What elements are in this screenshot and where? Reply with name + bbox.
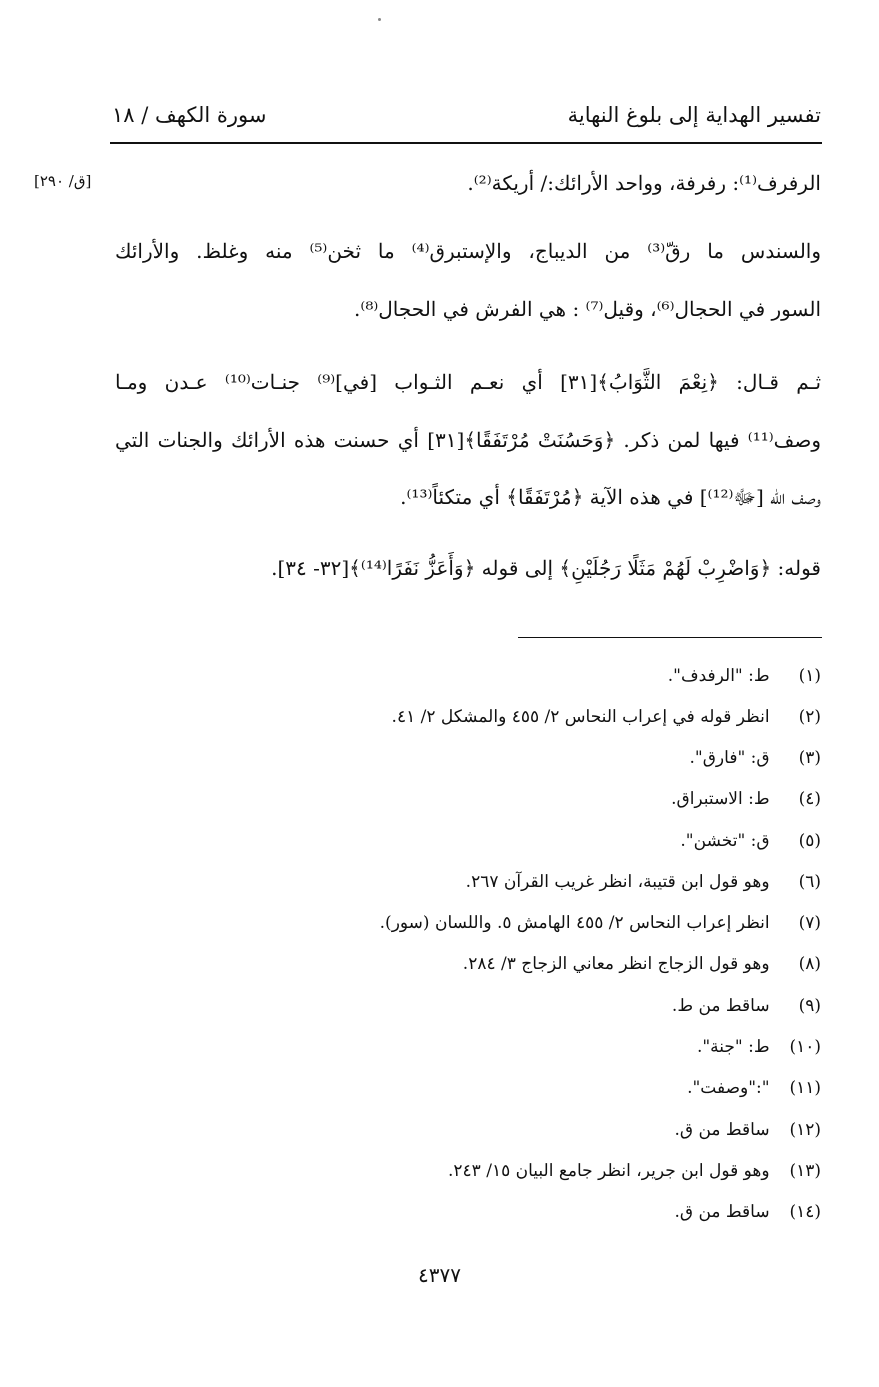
- footnote-number: (١٠): [789, 1037, 821, 1057]
- footnote-number: (٢): [798, 707, 821, 727]
- body-line-2: والسندس ما رقّ⁽³⁾ من الديباج، والإستبرق⁽⁴⁾ ما ثخن⁽⁵⁾ منه وغلظ. والأرائك: [115, 239, 822, 263]
- footnote-number: (٨): [798, 954, 821, 974]
- footnote-text: ق: "تخشن".: [680, 831, 770, 851]
- footnote-text: ساقط من ط.: [671, 996, 770, 1016]
- footnote-text: ط: الاستبراق.: [671, 789, 770, 809]
- footnote-number: (٧): [798, 913, 821, 933]
- footnote: [466, 869, 821, 895]
- footnote-number: (١٢): [789, 1120, 821, 1140]
- body-line-1: الرفرف⁽¹⁾: رفرفة، وواحد الأرائك:/ أريكة⁽²⁾.: [467, 171, 821, 195]
- footnote-text: وهو قول ابن قتيبة، انظر غريب القرآن ٢٦٧.: [465, 872, 770, 892]
- footnote: [687, 1075, 821, 1101]
- footnote-text: ساقط من ق.: [674, 1120, 770, 1140]
- footnote: [463, 951, 821, 977]
- footnote-text: انظر قوله في إعراب النحاس ٢/ ٤٥٥ والمشكل ٢/ ٤١.: [391, 707, 770, 727]
- footnote: [668, 663, 821, 689]
- footnote-text: ":"وصفت".: [687, 1078, 770, 1098]
- footnote: [697, 1034, 821, 1060]
- footnote-text: ساقط من ق.: [674, 1202, 770, 1222]
- body-line-7: قوله: ﴿وَاضْرِبْ لَهُمْ مَثَلًا رَجُلَيْنِ﴾ إلى قوله ﴿وَأَعَزُّ نَفَرًا⁽¹⁴⁾﴾[٣٢- ٣٤].: [271, 556, 821, 580]
- footnote-text: وهو قول ابن جرير، انظر جامع البيان ١٥/ ٢٤٣.: [448, 1161, 770, 1181]
- footnote-rule: [518, 637, 822, 638]
- footnote-text: انظر إعراب النحاس ٢/ ٤٥٥ الهامش ٥. واللسان (سور).: [379, 913, 770, 933]
- footnote: [672, 993, 821, 1019]
- body-line-3: السور في الحجال⁽⁶⁾، وقيل⁽⁷⁾ : هي الفرش في الحجال⁽⁸⁾.: [354, 297, 821, 321]
- footnote-number: (٥): [798, 831, 821, 851]
- body-line-5: وصف⁽¹¹⁾ فيها لمن ذكر. ﴿وَحَسُنَتْ مُرْتَفَقًا﴾[٣١] أي حسنت هذه الأرائك والجنات التي: [115, 428, 821, 452]
- footnote-number: (١١): [789, 1078, 821, 1098]
- footnote-text: ط: "الرفدف".: [667, 666, 770, 686]
- surah-page-label: سورة الكهف / ١٨: [112, 103, 267, 127]
- body-line-6: وصف الله [ﷻ⁽¹²⁾] في هذه الآية ﴿مُرْتَفَقًا﴾ أي متكئاً⁽¹³⁾.: [400, 485, 821, 509]
- footnote-number: (٩): [798, 996, 821, 1016]
- page-number: ٤٣٧٧: [418, 1263, 461, 1287]
- footnote-number: (١): [798, 666, 821, 686]
- footnote: [674, 1199, 821, 1225]
- manuscript-margin-note: [ق/ ٢٩٠]: [34, 172, 92, 190]
- footnote-number: (٦): [798, 872, 821, 892]
- footnote: [674, 1117, 821, 1143]
- footnote-text: وهو قول الزجاج انظر معاني الزجاج ٣/ ٢٨٤.: [462, 954, 770, 974]
- scan-dot: [378, 18, 381, 21]
- book-title: تفسير الهداية إلى بلوغ النهاية: [567, 103, 821, 127]
- footnote-text: ط: "جنة".: [696, 1037, 770, 1057]
- footnote-number: (٤): [798, 789, 821, 809]
- footnote-text: ق: "فارق".: [689, 748, 770, 768]
- footnote: [392, 704, 821, 730]
- footnote: [380, 910, 821, 936]
- header-rule: [110, 142, 822, 144]
- footnote: [690, 745, 821, 771]
- footnote: [448, 1158, 821, 1184]
- footnote-number: (١٤): [789, 1202, 821, 1222]
- body-line-4: ثـم قـال: ﴿نِعْمَ الثَّوَابُ﴾[٣١] أي نعـم الثـواب [في]⁽⁹⁾ جنـات⁽¹⁰⁾ عـدن ومـا: [115, 370, 822, 394]
- footnote-number: (٣): [798, 748, 821, 768]
- footnote: [680, 828, 821, 854]
- footnote-number: (١٣): [789, 1161, 821, 1181]
- footnote: [671, 786, 821, 812]
